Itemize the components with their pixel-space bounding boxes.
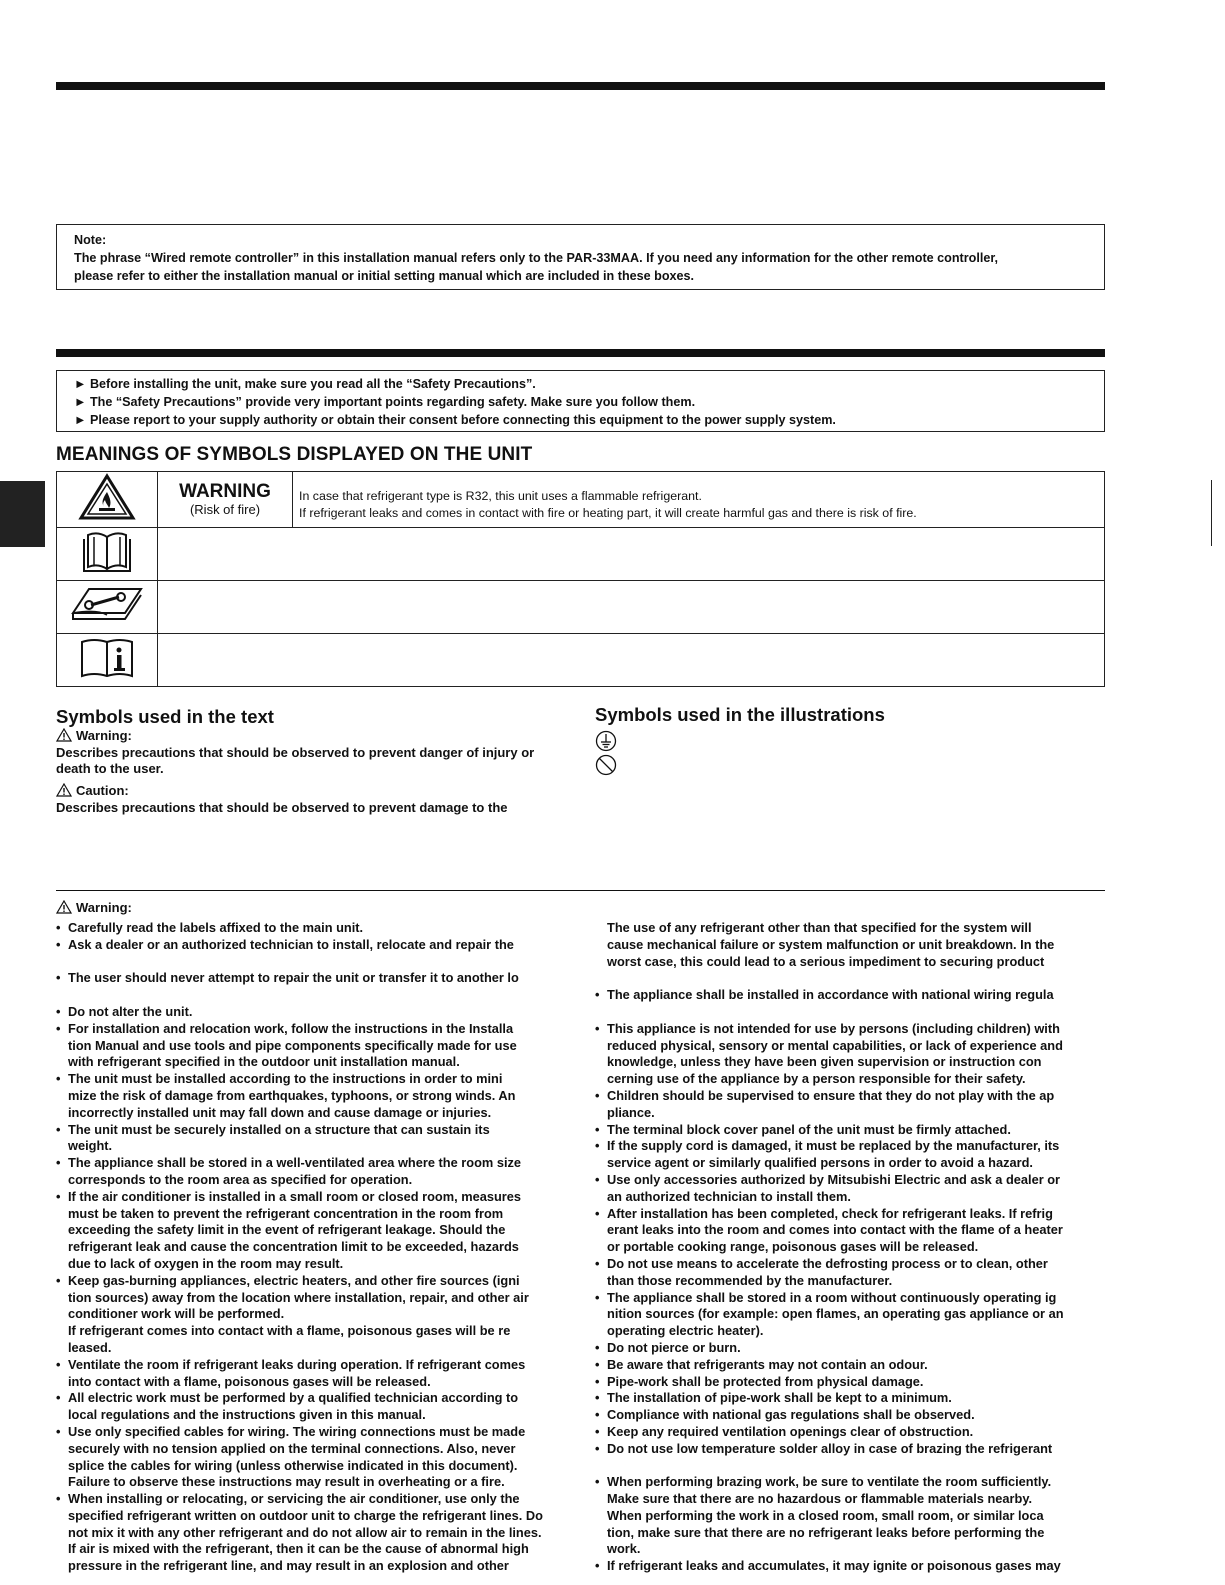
- list-item-continuation: tion sources) away from the location where installation, repair, and other air: [68, 1289, 529, 1305]
- list-item-text: Children should be supervised to ensure that they do not play with the ap: [607, 1087, 1055, 1103]
- note-line-1: The phrase “Wired remote controller” in this installation manual refers only to the PAR-33MAA. If you need any information for the other remote controller,: [74, 251, 999, 265]
- bullet-icon: •: [595, 1474, 600, 1490]
- side-tab: [0, 481, 45, 547]
- list-item-continuation: specified refrigerant written on outdoor unit to charge the refrigerant lines. Do: [68, 1507, 543, 1523]
- symbol-row-service-manual: [57, 581, 1105, 634]
- list-item-text: If refrigerant leaks and accumulates, it may ignite or poisonous gases may: [607, 1558, 1061, 1574]
- risk-label: (Risk of fire): [189, 502, 261, 517]
- list-item: [56, 1004, 568, 1021]
- warnings-right-column: [595, 920, 1107, 1580]
- bullet-icon: •: [595, 1205, 600, 1221]
- caution-triangle-icon: [56, 783, 72, 797]
- top-rule: [56, 82, 1105, 90]
- list-item: [56, 920, 568, 937]
- list-item: [595, 1390, 1107, 1407]
- list-item: [595, 987, 1107, 1004]
- list-item-continuation: operating electric heater).: [607, 1323, 764, 1339]
- bullet-icon: •: [56, 1155, 61, 1171]
- list-item: [56, 1390, 568, 1407]
- bullet-icon: •: [595, 1121, 600, 1137]
- list-item: [595, 1122, 1107, 1139]
- list-item-continuation: If air is mixed with the refrigerant, then it can be the cause of abnormal high: [68, 1541, 529, 1557]
- list-item-continuation: or portable cooking range, poisonous gases will be released.: [607, 1239, 979, 1255]
- list-item-text: If the air conditioner is installed in a small room or closed room, measures: [68, 1188, 521, 1204]
- bullet-icon: •: [56, 1188, 61, 1204]
- section-rule: [56, 349, 1105, 357]
- list-item-text: For installation and relocation work, follow the instructions in the Installa: [68, 1020, 514, 1036]
- list-item: [56, 1122, 568, 1139]
- list-item: [595, 1441, 1107, 1458]
- list-item: [56, 1424, 568, 1441]
- note-label: Note:: [74, 233, 107, 247]
- service-manual-desc: [158, 581, 1105, 634]
- list-item-text: Compliance with national gas regulations shall be observed.: [607, 1407, 975, 1423]
- list-item-text: Do not alter the unit.: [68, 1003, 193, 1019]
- ground-icon: [595, 730, 617, 752]
- list-item-continuation: into contact with a flame, poisonous gases will be released.: [68, 1373, 431, 1389]
- safety-intro-line-1: ► Before installing the unit, make sure you read all the “Safety Precautions”.: [74, 377, 536, 391]
- list-item-continuation: service agent or similarly qualified persons in order to avoid a hazard.: [607, 1155, 1033, 1171]
- list-item-text: After installation has been completed, check for refrigerant leaks. If refrig: [607, 1205, 1053, 1221]
- thin-separator: [56, 890, 1105, 891]
- bullet-icon: •: [595, 1339, 600, 1355]
- warnings-left-column: [56, 920, 568, 1580]
- warning-label-cell: [158, 472, 293, 528]
- warnings-label: Warning:: [76, 900, 132, 915]
- information-desc: [158, 634, 1105, 687]
- read-manual-icon: [57, 528, 158, 581]
- prohibited-icon: [595, 754, 617, 776]
- list-item: [595, 1172, 1107, 1189]
- list-item: [595, 1474, 1107, 1491]
- list-item-text: Be aware that refrigerants may not contain an odour.: [607, 1356, 928, 1372]
- list-item: [56, 1021, 568, 1038]
- list-item-continuation: worst case, this could lead to a serious impediment to securing product: [607, 953, 1045, 969]
- list-item: [56, 1189, 568, 1206]
- list-item: [56, 1155, 568, 1172]
- list-item-continuation: Failure to observe these instructions may result in overheating or a fire.: [68, 1474, 505, 1490]
- bullet-icon: •: [56, 1071, 61, 1087]
- symbols-illus-heading: Symbols used in the illustrations: [595, 704, 885, 725]
- list-item-text: All electric work must be performed by a qualified technician according to: [68, 1390, 519, 1406]
- list-item-continuation: tion, make sure that there are no refrigerant leaks before performing the: [607, 1524, 1045, 1540]
- list-item-text: Keep any required ventilation openings clear of obstruction.: [607, 1423, 974, 1439]
- bullet-icon: •: [56, 1390, 61, 1406]
- list-item-continuation: leased.: [68, 1339, 112, 1355]
- bullet-icon: •: [56, 1423, 61, 1439]
- list-item-text: When performing brazing work, be sure to ventilate the room sufficiently.: [607, 1474, 1052, 1490]
- list-item-continuation: than those recommended by the manufacturer.: [607, 1272, 893, 1288]
- bullet-icon: •: [595, 1171, 600, 1187]
- list-item: [595, 1290, 1107, 1307]
- bullet-icon: •: [56, 1272, 61, 1288]
- list-item-text: If the supply cord is damaged, it must be replaced by the manufacturer, its: [607, 1138, 1060, 1154]
- list-item-continuation: must be taken to prevent the refrigerant concentration in the room from: [68, 1205, 504, 1221]
- safety-intro-box: [56, 370, 1105, 432]
- list-item-continuation: incorrectly installed unit may fall down and cause damage or injuries.: [68, 1104, 492, 1120]
- list-item-continuation: When performing the work in a closed room, small room, or similar loca: [607, 1507, 1044, 1523]
- list-item-text: The user should never attempt to repair the unit or transfer it to another lo: [68, 970, 519, 986]
- spacer: [56, 987, 568, 1004]
- spacer: [595, 970, 1107, 987]
- text-caution-row: [56, 783, 571, 800]
- list-item-continuation: pliance.: [607, 1104, 655, 1120]
- list-item-text: The appliance shall be stored in a well-ventilated area where the room size: [68, 1155, 522, 1171]
- list-item: [595, 1206, 1107, 1223]
- list-item-text: Do not pierce or burn.: [607, 1339, 741, 1355]
- warning-triangle-icon: [56, 728, 72, 742]
- bullet-icon: •: [595, 1407, 600, 1423]
- list-item-text: Do not use low temperature solder alloy in case of brazing the refrigerant: [607, 1440, 1053, 1456]
- list-item-text: Pipe-work shall be protected from physical damage.: [607, 1373, 924, 1389]
- list-item: [56, 970, 568, 987]
- flame-warning-icon: [57, 472, 158, 528]
- list-item-continuation: knowledge, unless they have been given supervision or instruction con: [607, 1054, 1042, 1070]
- text-caution-label: Caution:: [76, 783, 129, 799]
- list-item-continuation: The use of any refrigerant other than that specified for the system will: [607, 920, 1032, 935]
- warning-triangle-icon: [56, 900, 72, 914]
- bullet-icon: •: [595, 1356, 600, 1372]
- bullet-icon: •: [595, 1390, 600, 1406]
- bullet-icon: •: [595, 1373, 600, 1389]
- bullet-icon: •: [56, 1121, 61, 1137]
- bullet-icon: •: [595, 1020, 600, 1036]
- bullet-icon: •: [595, 1289, 600, 1305]
- warning-text-cell: [293, 472, 1105, 528]
- list-item: [595, 1558, 1107, 1575]
- list-item-continuation: erant leaks into the room and comes into contact with the flame of a heater: [607, 1222, 1063, 1238]
- meanings-heading: MEANINGS OF SYMBOLS DISPLAYED ON THE UNIT: [56, 444, 533, 465]
- bullet-icon: •: [56, 1491, 61, 1507]
- bullet-icon: •: [56, 920, 61, 935]
- symbol-table: [56, 471, 1105, 687]
- bullet-icon: •: [595, 987, 600, 1003]
- list-item-text: The appliance shall be stored in a room without continuously operating ig: [607, 1289, 1057, 1305]
- list-item: [56, 1357, 568, 1374]
- warning-label: WARNING: [179, 481, 271, 502]
- list-item-continuation: pressure in the refrigerant line, and may result in an explosion and other: [68, 1558, 509, 1574]
- list-item-continuation: tion Manual and use tools and pipe components specifically made for use: [68, 1037, 517, 1053]
- list-item-text: This appliance is not intended for use by persons (including children) with: [607, 1020, 1060, 1036]
- text-warning-row: [56, 728, 571, 745]
- list-item: [595, 1424, 1107, 1441]
- bullet-icon: •: [595, 1440, 600, 1456]
- list-item-continuation: weight.: [68, 1138, 113, 1154]
- list-item-text: Ask a dealer or an authorized technician to install, relocate and repair the: [68, 936, 514, 952]
- bullet-icon: •: [595, 1255, 600, 1271]
- list-item-text: Ventilate the room if refrigerant leaks during operation. If refrigerant comes: [68, 1356, 526, 1372]
- list-item-continuation: with refrigerant specified in the outdoor unit installation manual.: [68, 1054, 460, 1070]
- text-warning-label: Warning:: [76, 728, 132, 743]
- list-item-text: When installing or relocating, or servicing the air conditioner, use only the: [68, 1491, 520, 1507]
- list-item: [56, 1071, 568, 1088]
- bullet-icon: •: [56, 970, 61, 986]
- list-item: [595, 1374, 1107, 1391]
- text-warning-desc-2: death to the user.: [56, 761, 164, 777]
- list-item-text: The installation of pipe-work shall be kept to a minimum.: [607, 1390, 952, 1406]
- list-item-continuation: local regulations and the instructions given in this manual.: [68, 1407, 426, 1423]
- list-item-continuation: cause mechanical failure or system malfunction or unit breakdown. In the: [607, 936, 1055, 952]
- list-item-text: The terminal block cover panel of the unit must be firmly attached.: [607, 1121, 1011, 1137]
- list-item-text: Use only specified cables for wiring. The wiring connections must be made: [68, 1423, 526, 1439]
- bullet-icon: •: [56, 936, 61, 952]
- list-item-continuation: mize the risk of damage from earthquakes, typhoons, or strong winds. An: [68, 1087, 516, 1103]
- note-line-2: please refer to either the installation manual or initial setting manual which are included in these boxes.: [74, 269, 695, 283]
- edge-mark: [1211, 480, 1212, 546]
- list-item-continuation: work.: [607, 1541, 641, 1557]
- list-item-text: Do not use means to accelerate the defrosting process or to clean, other: [607, 1255, 1048, 1271]
- list-item: [56, 1491, 568, 1508]
- note-box: [56, 224, 1105, 290]
- list-item-continuation: nition sources (for example: open flames, an operating gas appliance or an: [607, 1306, 1064, 1322]
- list-item-continuation: conditioner work will be performed.: [68, 1306, 285, 1322]
- warnings-label-row: [56, 900, 132, 917]
- symbols-text-heading: Symbols used in the text: [56, 706, 274, 727]
- symbols-text-block: [56, 728, 571, 817]
- information-manual-icon: [57, 634, 158, 687]
- text-caution-desc-1: Describes precautions that should be observed to prevent damage to the: [56, 799, 508, 815]
- bullet-icon: •: [595, 1087, 600, 1103]
- read-manual-desc: [158, 528, 1105, 581]
- safety-intro-line-2: ► The “Safety Precautions” provide very important points regarding safety. Make sure you follow them.: [74, 395, 696, 409]
- symbol-row-information: [57, 634, 1105, 687]
- list-item-continuation: splice the cables for wiring (unless otherwise indicated in this document).: [68, 1457, 518, 1473]
- symbol-row-read-manual: [57, 528, 1105, 581]
- list-item-text: The appliance shall be installed in accordance with national wiring regula: [607, 987, 1054, 1003]
- list-item-continuation: not mix it with any other refrigerant and do not allow air to remain in the lines.: [68, 1524, 542, 1540]
- list-item-continuation: exceeding the safety limit in the event of refrigerant leakage. Should the: [68, 1222, 506, 1238]
- list-item-text: The unit must be installed according to the instructions in order to mini: [68, 1071, 503, 1087]
- list-item: [595, 1407, 1107, 1424]
- safety-intro-line-3: ► Please report to your supply authority or obtain their consent before connecting this equipment to the power supply system.: [74, 413, 836, 427]
- bullet-icon: •: [56, 1356, 61, 1372]
- list-item-text: Carefully read the labels affixed to the main unit.: [68, 920, 364, 935]
- list-item-text: Keep gas-burning appliances, electric heaters, and other fire sources (igni: [68, 1272, 520, 1288]
- bullet-icon: •: [56, 1020, 61, 1036]
- list-item-continuation: securely with no tension applied on the terminal connections. Also, never: [68, 1440, 516, 1456]
- list-item: [595, 1357, 1107, 1374]
- list-item: [595, 1340, 1107, 1357]
- list-item-continuation: reduced physical, sensory or mental capabilities, or lack of experience and: [607, 1037, 1063, 1053]
- bullet-icon: •: [595, 1423, 600, 1439]
- list-item: [56, 1273, 568, 1290]
- spacer: [595, 1458, 1107, 1475]
- list-item: [595, 1256, 1107, 1273]
- list-item-continuation: refrigerant leak and cause the concentration limit to be exceeded, hazards: [68, 1239, 519, 1255]
- list-item: [56, 937, 568, 954]
- list-item-continuation: cerning use of the appliance by a person responsible for their safety.: [607, 1071, 1026, 1087]
- list-item-continuation: an authorized technician to install them.: [607, 1188, 851, 1204]
- spacer: [56, 954, 568, 971]
- list-item: [595, 1021, 1107, 1038]
- warning-text-line-1: In case that refrigerant type is R32, this unit uses a flammable refrigerant.: [299, 489, 702, 503]
- list-item-continuation: If refrigerant comes into contact with a flame, poisonous gases will be re: [68, 1323, 511, 1339]
- list-item-continuation: corresponds to the room area as specified for operation.: [68, 1171, 413, 1187]
- bullet-icon: •: [595, 1138, 600, 1154]
- list-item-text: Use only accessories authorized by Mitsubishi Electric and ask a dealer or: [607, 1171, 1061, 1187]
- list-item: [595, 1088, 1107, 1105]
- bullet-icon: •: [56, 1003, 61, 1019]
- list-item-continuation: due to lack of oxygen in the room may result.: [68, 1255, 344, 1271]
- warning-text-line-2: If refrigerant leaks and comes in contact with fire or heating part, it will create harmful gas and there is risk of fire.: [299, 505, 917, 520]
- text-warning-desc-1: Describes precautions that should be observed to prevent danger of injury or: [56, 744, 535, 760]
- list-item-continuation: Make sure that there are no hazardous or flammable materials nearby.: [607, 1491, 1033, 1507]
- list-item: [595, 1138, 1107, 1155]
- list-item-text: The unit must be securely installed on a structure that can sustain its: [68, 1121, 490, 1137]
- service-manual-icon: [57, 581, 158, 634]
- spacer: [595, 1004, 1107, 1021]
- bullet-icon: •: [595, 1558, 600, 1574]
- symbol-row-warning: [57, 472, 1105, 528]
